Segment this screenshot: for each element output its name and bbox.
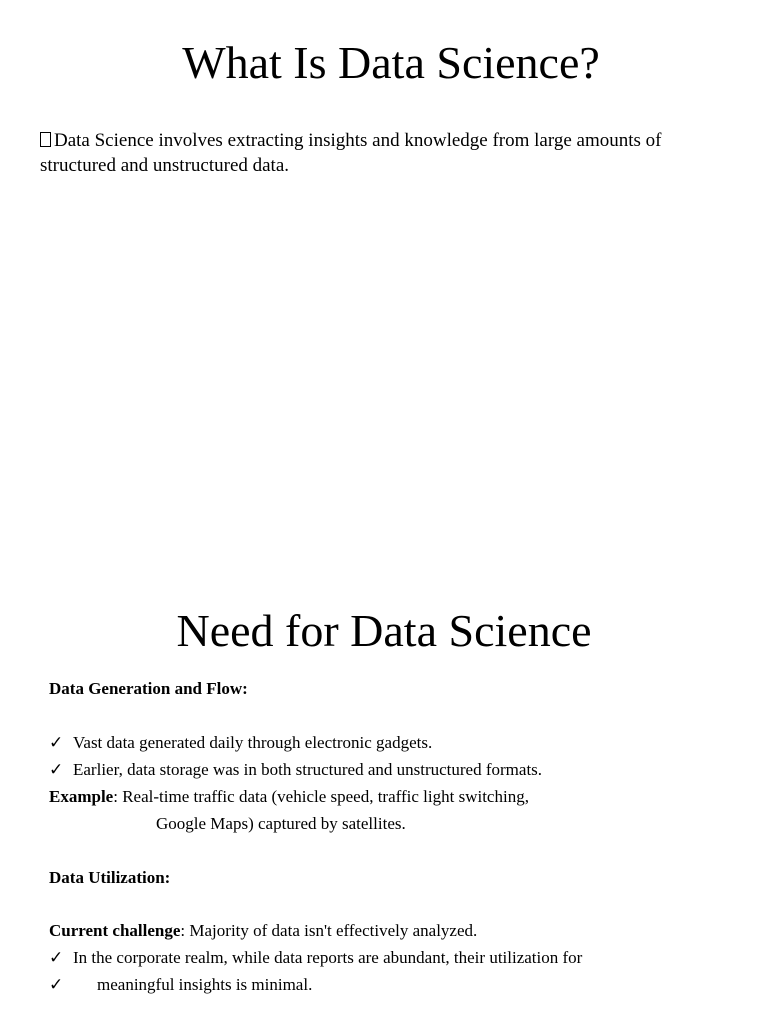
missing-glyph-box-icon [40,132,51,147]
challenge-text: : Majority of data isn't effectively analyzed. [180,921,478,940]
list-item-text: Earlier, data storage was in both structured and unstructured formats. [73,760,543,779]
example-text: : Real-time traffic data (vehicle speed, traffic light switching, [113,787,529,806]
intro-paragraph [40,128,740,178]
list-item [49,947,582,969]
example-label: Example [49,787,114,806]
slide-title-what-is-data-science: What Is Data Science? [182,37,600,88]
section-heading-data-utilization: Data Utilization: [49,868,171,887]
challenge-line [49,920,477,942]
list-item [49,732,432,754]
checkmark-icon: ✓ [49,760,64,779]
slide-title-need-for-data-science: Need for Data Science [176,605,592,656]
list-item-text: Vast data generated daily through electronic gadgets. [73,733,433,752]
challenge-label: Current challenge [49,921,181,940]
intro-text: Data Science involves extracting insights and knowledge from large amounts of structured and unstructured data. [40,130,662,176]
example-line [49,786,529,808]
example-continuation: Google Maps) captured by satellites. [156,814,406,833]
checkmark-icon: ✓ [49,948,64,967]
list-item [49,759,542,781]
list-item-text: meaningful insights is minimal. [97,975,313,994]
checkmark-icon: ✓ [49,733,64,752]
section-heading-data-generation: Data Generation and Flow: [49,679,248,698]
list-item-text: In the corporate realm, while data reports are abundant, their utilization for [73,948,583,967]
checkmark-icon: ✓ [49,975,64,994]
list-item [49,974,312,996]
